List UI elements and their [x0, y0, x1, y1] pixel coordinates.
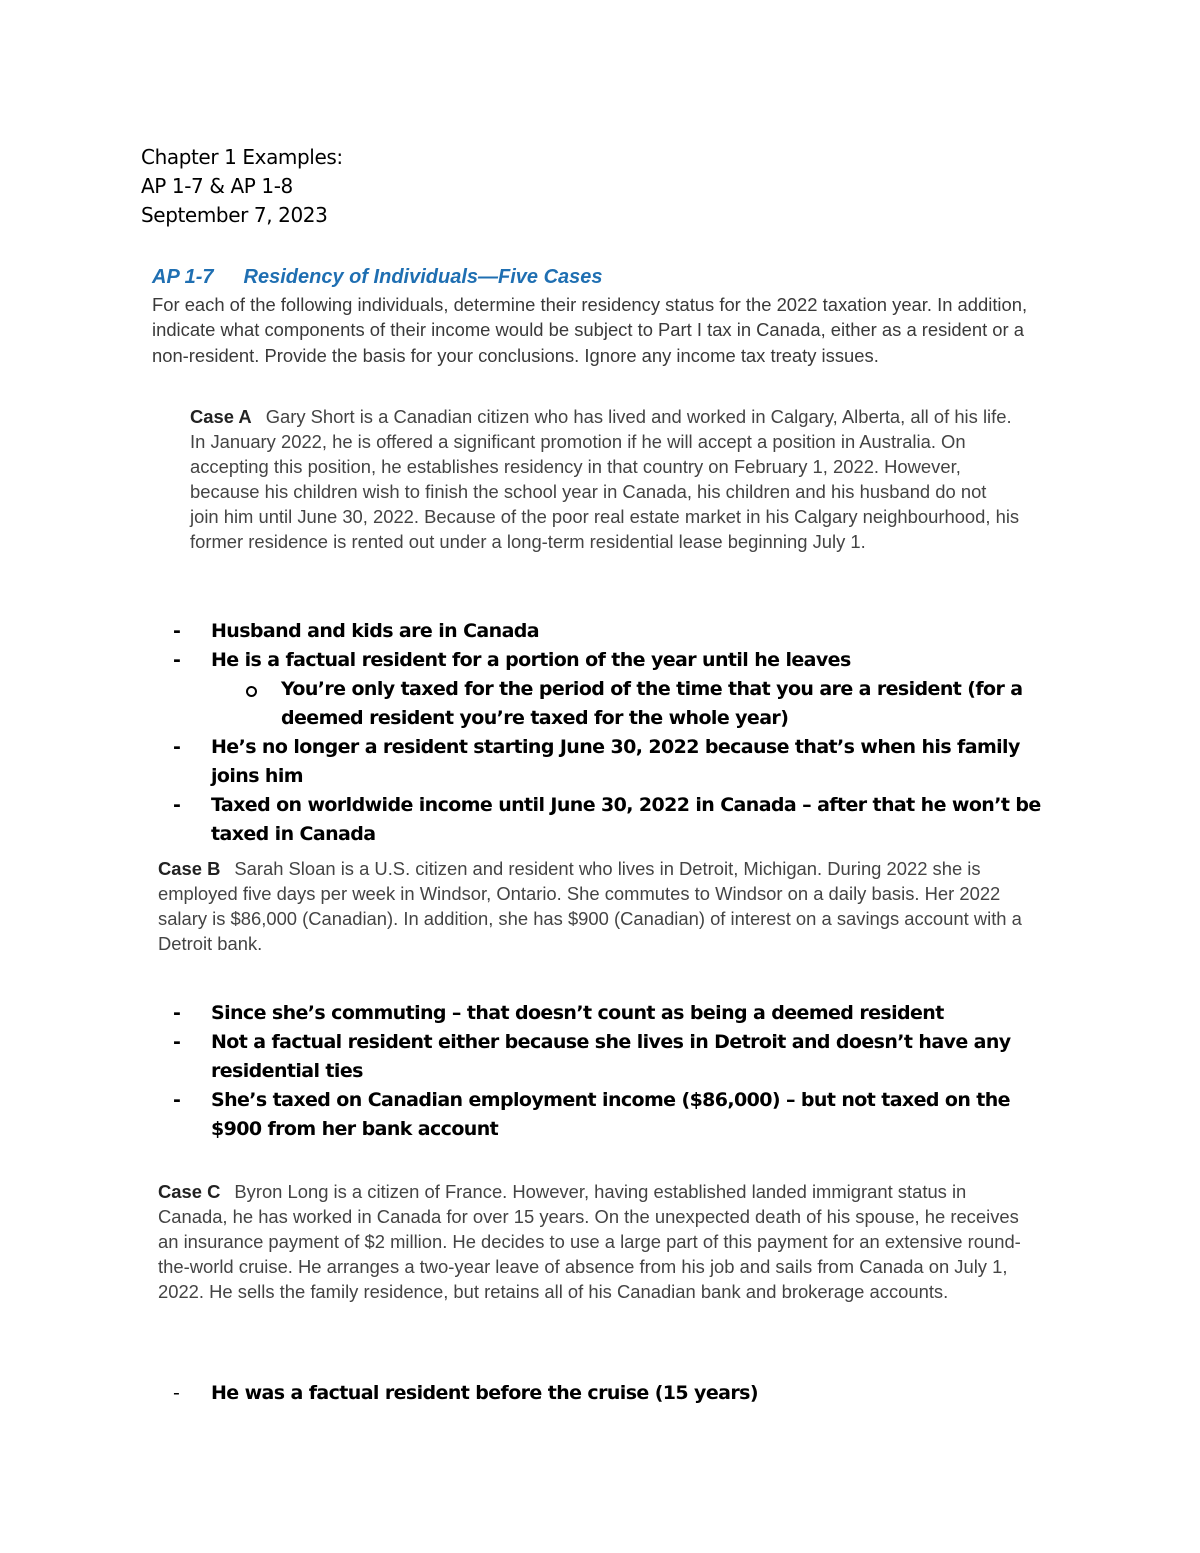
case-b-text: Sarah Sloan is a U.S. citizen and resident who lives in Detroit, Michigan. During 2022 she is employed five days per week in Windsor, Ontario. She commutes to Windsor on a daily basis. Her 2022 salary is $86,000 (Canadian). In addition, she has $900 (Canadian) of interest on a savings account with a Detroit bank.	[158, 858, 1022, 954]
case-c	[158, 1179, 1038, 1304]
case-b-label: Case B	[158, 858, 221, 879]
case-c-notes	[173, 1379, 1073, 1408]
note-emphasis: factual resident	[308, 1382, 470, 1404]
note-suffix: before the cruise (15 years)	[469, 1382, 758, 1404]
problem-intro: For each of the following individuals, determine their residency status for the 2022 taxation year. In addition, indicate what components of their income would be subject to Part I tax in Canada, either as a resident or a non-resident. Provide the basis for your conclusions. Ignore any income tax treaty issues.	[152, 294, 1028, 366]
list-item: - She’s taxed on Canadian employment income ($86,000) – but not taxed on the $900 from her bank account	[173, 1086, 1053, 1144]
list-item-sub: You’re only taxed for the period of the time that you are a resident (for a deemed resident you’re taxed for the whole year)	[173, 675, 1073, 733]
case-c-text: Byron Long is a citizen of France. However, having established landed immigrant status in Canada, he has worked in Canada for over 15 years. On the unexpected death of his spouse, he receives an insurance payment of $2 million. He decides to use a large part of this payment for an extensive round-the-world cruise. He arranges a two-year leave of absence from his job and sails from Canada on July 1, 2022. He sells the family residence, but retains all of his Canadian bank and brokerage accounts.	[158, 1181, 1021, 1302]
case-a-text: Gary Short is a Canadian citizen who has lived and worked in Calgary, Alberta, all of his life. In January 2022, he is offered a significant promotion if he will accept a position in Australia. On accepting this position, he establishes residency in that country on February 1, 2022. However, because his children wish to finish the school year in Canada, his children and his husband do not join him until June 30, 2022. Because of the poor real estate market in his Calgary neighbourhood, his former residence is rented out under a long-term residential lease beginning July 1.	[190, 406, 1020, 552]
list-item: - He is a factual resident for a portion of the year until he leaves	[173, 646, 1073, 675]
case-a-notes	[173, 617, 1073, 849]
document-header	[141, 143, 343, 230]
case-a	[190, 404, 1020, 554]
problem-heading: Residency of Individuals—Five Cases	[243, 266, 603, 288]
header-chapter: Chapter 1 Examples:	[141, 145, 343, 169]
problem-title	[152, 266, 603, 289]
case-a-label: Case A	[190, 406, 252, 427]
list-item: - Since she’s commuting – that doesn’t count as being a deemed resident	[173, 999, 1053, 1028]
header-date: September 7, 2023	[141, 203, 328, 227]
list-item: - Husband and kids are in Canada	[173, 617, 1073, 646]
list-item	[173, 1379, 1073, 1408]
problem-number: AP 1-7	[152, 266, 214, 288]
case-c-label: Case C	[158, 1181, 221, 1202]
list-item: - Not a factual resident either because she lives in Detroit and doesn’t have any residential ties	[173, 1028, 1053, 1086]
header-problems: AP 1-7 & AP 1-8	[141, 174, 293, 198]
case-b	[158, 856, 1043, 956]
list-item: - He’s no longer a resident starting June 30, 2022 because that’s when his family joins him	[173, 733, 1073, 791]
note-prefix: He was a	[211, 1382, 309, 1404]
list-item: - Taxed on worldwide income until June 30, 2022 in Canada – after that he won’t be taxed in Canada	[173, 791, 1073, 849]
case-b-notes	[173, 999, 1053, 1144]
